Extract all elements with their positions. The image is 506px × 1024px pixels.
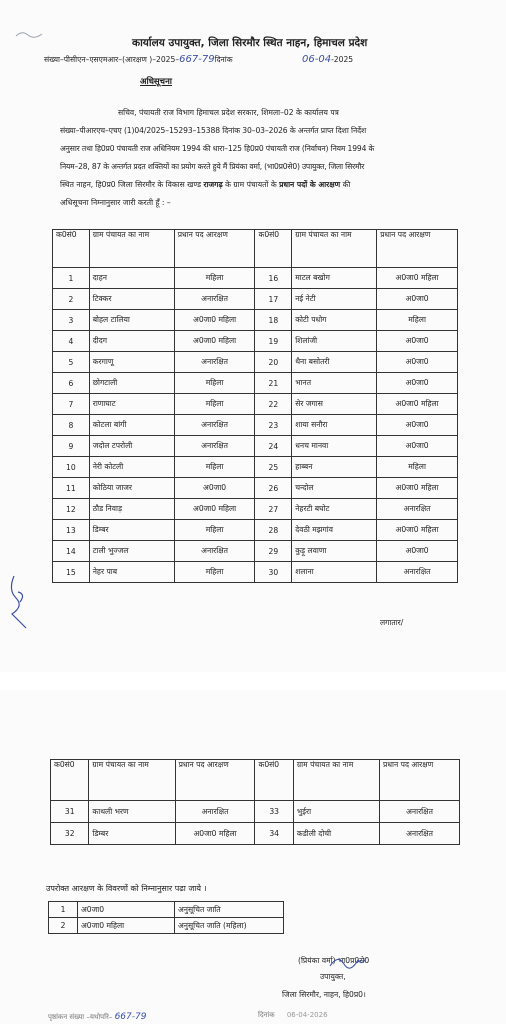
gram-panchayat-name: नेहरटी बघोट <box>292 499 377 520</box>
margin-initials-icon <box>6 572 32 632</box>
table-row <box>53 415 458 436</box>
endorsement-text: पृष्ठांकन संख्या –यथोपरि– <box>48 1013 113 1021</box>
body-line-5 <box>60 180 350 190</box>
gram-panchayat-name: माटल बखोग <box>292 268 377 289</box>
header-sno-left: क0सं0 <box>53 230 90 268</box>
row-number: 11 <box>53 478 90 499</box>
row-number: 9 <box>53 436 90 457</box>
row-number: 4 <box>53 331 90 352</box>
row-number: 17 <box>255 289 292 310</box>
gram-panchayat-name: दीदग <box>89 331 174 352</box>
legend-number: 2 <box>49 918 78 934</box>
reservation-category: महिला <box>174 394 255 415</box>
legend-table <box>48 901 284 934</box>
reference-number <box>44 54 233 65</box>
legend-number: 1 <box>49 902 78 918</box>
table-row <box>53 310 458 331</box>
reservation-table-2-body <box>51 801 460 845</box>
legend-meaning: अनुसूचित जाति <box>175 902 284 918</box>
table-row <box>51 801 460 823</box>
legend-intro: उपरोक्त आरक्षण के विवरणों को निम्नानुसार पढा जाये । <box>46 884 207 893</box>
reservation-table-2 <box>50 759 460 845</box>
notification-title: अधिसूचना <box>140 77 172 87</box>
reservation-category: महिला <box>377 457 458 478</box>
reservation-category: अ0जा0 <box>377 415 458 436</box>
t2-header-gp-right: ग्राम पंचायत का नाम <box>293 760 379 801</box>
date-label: दिनांक <box>214 55 233 64</box>
reservation-category: अ0जा0 महिला <box>174 331 255 352</box>
legend-meaning: अनुसूचित जाति (महिला) <box>175 918 284 934</box>
t2-header-res-right: प्रधान पद आरक्षण <box>380 760 460 801</box>
reservation-category: अनारक्षित <box>174 352 255 373</box>
body-line-5-part-e: की <box>342 180 351 189</box>
row-number: 5 <box>53 352 90 373</box>
row-number: 15 <box>53 562 90 583</box>
row-number: 18 <box>255 310 292 331</box>
body-line-5-part-c: के ग्राम पंचायतों के <box>225 180 277 189</box>
row-number: 19 <box>255 331 292 352</box>
gram-panchayat-name: जदोल टपरोली <box>89 436 174 457</box>
page-two <box>0 690 506 1024</box>
reservation-category: अ0जा0 महिला <box>377 268 458 289</box>
gram-panchayat-name: कडीली दोची <box>293 823 379 845</box>
gram-panchayat-name: भुईरा <box>293 801 379 823</box>
body-line-3: अनुसार तथा हि0प्र0 पंचायती राज अधिनियम 1994 की धारा–125 हि0प्र0 पंचायती राज (निर्वाचन) नियम 1994 के <box>60 144 375 153</box>
header-res-left: प्रधान पद आरक्षण <box>174 230 255 268</box>
gram-panchayat-name: कोटला बांगी <box>89 415 174 436</box>
reference-handwritten: 667-79 <box>179 54 215 65</box>
reservation-category: अ0जा0 <box>377 436 458 457</box>
row-number: 25 <box>255 457 292 478</box>
signature-name: (प्रियंका वर्मा) भा0प्र0से0 <box>298 956 370 965</box>
reservation-category: अनारक्षित <box>174 415 255 436</box>
office-title: कार्यालय उपायुक्त, जिला सिरमौर स्थित नाहन, हिमाचल प्रदेश <box>132 37 368 49</box>
table-row <box>53 478 458 499</box>
reservation-category: अ0जा0 महिला <box>175 823 255 845</box>
reservation-subject: प्रधान पदों के आरक्षण <box>279 180 341 189</box>
reservation-category: अ0जा0 <box>377 541 458 562</box>
gram-panchayat-name: धनच मानवा <box>292 436 377 457</box>
reference-prefix: संख्या–पीसीएन–एसएमआर–(आरक्षण )–2025– <box>44 55 180 64</box>
gram-panchayat-name: छोगटाली <box>89 373 174 394</box>
reference-date <box>302 54 353 65</box>
gram-panchayat-name: राणाघाट <box>89 394 174 415</box>
reservation-category: अ0जा0 महिला <box>377 520 458 541</box>
header-gp-right: ग्राम पंचायत का नाम <box>292 230 377 268</box>
row-number: 2 <box>53 289 90 310</box>
body-line-6: अधिसूचना निम्नानुसार जारी करती हूँ : – <box>60 198 171 207</box>
row-number: 8 <box>53 415 90 436</box>
row-number: 1 <box>53 268 90 289</box>
row-number: 27 <box>255 499 292 520</box>
reservation-category: अ0जा0 महिला <box>174 499 255 520</box>
reservation-category: अ0जा0 <box>377 331 458 352</box>
gram-panchayat-name: चन्दोल <box>292 478 377 499</box>
row-number: 28 <box>255 520 292 541</box>
row-number: 34 <box>255 823 293 845</box>
table-row <box>53 520 458 541</box>
table-row <box>53 289 458 310</box>
gram-panchayat-name: टाली भुज्जल <box>89 541 174 562</box>
row-number: 33 <box>255 801 293 823</box>
gram-panchayat-name: कोठिया जाजर <box>89 478 174 499</box>
table-row <box>51 823 460 845</box>
row-number: 24 <box>255 436 292 457</box>
signature-office: जिला सिरमौर, नाहन, हि0प्र0। <box>282 990 366 999</box>
reservation-category: अनारक्षित <box>377 499 458 520</box>
row-number: 30 <box>255 562 292 583</box>
endorsement-handwritten: 667-79 <box>114 1012 147 1022</box>
table-row <box>53 331 458 352</box>
date-year: -2025 <box>331 55 354 64</box>
table-row <box>53 373 458 394</box>
header-res-right: प्रधान पद आरक्षण <box>377 230 458 268</box>
row-number: 14 <box>53 541 90 562</box>
signature-designation: उपायुक्त, <box>320 972 346 981</box>
table-row <box>53 352 458 373</box>
row-number: 21 <box>255 373 292 394</box>
t2-header-sno-left: क0सं0 <box>51 760 89 801</box>
gram-panchayat-name: कुड़ू लवाणा <box>292 541 377 562</box>
reservation-category: अनारक्षित <box>380 823 460 845</box>
row-number: 22 <box>255 394 292 415</box>
reservation-category: अनारक्षित <box>174 289 255 310</box>
reservation-category: अनारक्षित <box>174 436 255 457</box>
reservation-category: अनारक्षित <box>174 541 255 562</box>
gram-panchayat-name: कोटी पधोग <box>292 310 377 331</box>
signature-icon <box>328 952 368 972</box>
row-number: 10 <box>53 457 90 478</box>
reservation-category: अनारक्षित <box>380 801 460 823</box>
reservation-table-1-body <box>53 268 458 583</box>
date-handwritten: 06-04 <box>302 54 332 65</box>
page-gap <box>0 672 506 690</box>
block-name: राजगढ़ <box>203 180 223 189</box>
reservation-category: अ0जा0 <box>377 289 458 310</box>
gram-panchayat-name: नेरी कोटली <box>89 457 174 478</box>
table-row <box>53 394 458 415</box>
row-number: 23 <box>255 415 292 436</box>
gram-panchayat-name: डिम्बर <box>89 520 174 541</box>
gram-panchayat-name: काथली भरण <box>89 801 175 823</box>
row-number: 32 <box>51 823 89 845</box>
row-number: 12 <box>53 499 90 520</box>
gram-panchayat-name: सेर जगास <box>292 394 377 415</box>
reservation-category: अ0जा0 महिला <box>377 478 458 499</box>
gram-panchayat-name: भानत <box>292 373 377 394</box>
gram-panchayat-name: डिम्बर <box>89 823 175 845</box>
table-row <box>53 457 458 478</box>
header-sno-right: क0सं0 <box>255 230 292 268</box>
t2-header-res-left: प्रधान पद आरक्षण <box>175 760 255 801</box>
margin-mark-icon <box>14 28 44 42</box>
gram-panchayat-name: नेहर पाब <box>89 562 174 583</box>
gram-panchayat-name: नई नेटी <box>292 289 377 310</box>
endorsement-line <box>48 1012 146 1022</box>
table-row <box>53 499 458 520</box>
gram-panchayat-name: हाब्बन <box>292 457 377 478</box>
row-number: 7 <box>53 394 90 415</box>
body-line-1: सचिव, पंचायती राज विभाग हिमाचल प्रदेश सरकार, शिमला–02 के कार्यालय पत्र <box>118 108 339 117</box>
table-row <box>53 541 458 562</box>
reservation-category: अनारक्षित <box>377 562 458 583</box>
row-number: 31 <box>51 801 89 823</box>
legend-table-body <box>49 902 284 934</box>
table-row <box>53 436 458 457</box>
legend-code: अ0जा0 महिला <box>78 918 175 934</box>
endorsement-date <box>258 1011 328 1020</box>
body-line-4: नियम–28, 87 के अन्तर्गत प्रदत शक्तियों का प्रयोग करते हुये मैं प्रियंका वर्मा, (भा0प्र0से0) उपायुक्त, जिला सिरमौर <box>60 162 365 171</box>
reservation-category: अ0जा0 महिला <box>377 394 458 415</box>
gram-panchayat-name: शलाना <box>292 562 377 583</box>
legend-row <box>49 918 284 934</box>
row-number: 16 <box>255 268 292 289</box>
reservation-category: महिला <box>174 373 255 394</box>
gram-panchayat-name: करगाणू <box>89 352 174 373</box>
table-row <box>53 268 458 289</box>
gram-panchayat-name: शाया सनौरा <box>292 415 377 436</box>
gram-panchayat-name: शिलांजी <box>292 331 377 352</box>
reservation-category: महिला <box>174 520 255 541</box>
gram-panchayat-name: बोहल टालिया <box>89 310 174 331</box>
t2-header-gp-left: ग्राम पंचायत का नाम <box>89 760 175 801</box>
legend-row <box>49 902 284 918</box>
gram-panchayat-name: थैना बसोतरी <box>292 352 377 373</box>
reservation-category: महिला <box>174 457 255 478</box>
body-line-2: संख्या–पीआरएच–एचए (1)04/2025–15293–15388 दिनांक 30–03–2026 के अन्तर्गत प्राप्त दिशा निर्देश <box>60 126 367 135</box>
header-gp-left: ग्राम पंचायत का नाम <box>89 230 174 268</box>
row-number: 6 <box>53 373 90 394</box>
gram-panchayat-name: टिक्कर <box>89 289 174 310</box>
endorsement-date-stamp: 06-04-2026 <box>286 1011 328 1019</box>
reservation-category: अ0जा0 <box>377 373 458 394</box>
reservation-category: अ0जा0 <box>174 478 255 499</box>
endorsement-date-label: दिनांक <box>258 1011 275 1019</box>
continued-label: लगातार/ <box>380 618 404 627</box>
row-number: 29 <box>255 541 292 562</box>
row-number: 13 <box>53 520 90 541</box>
row-number: 20 <box>255 352 292 373</box>
table-row <box>53 562 458 583</box>
reservation-category: अ0जा0 महिला <box>174 310 255 331</box>
gram-panchayat-name: ठौड निवाड़ <box>89 499 174 520</box>
reservation-category: अनारक्षित <box>175 801 255 823</box>
reservation-category: अ0जा0 <box>377 352 458 373</box>
body-line-5-part-a: स्थित नाहन, हि0प्र0 जिला सिरमौर के विकास खण्ड <box>60 180 202 189</box>
reservation-table-1 <box>52 229 458 583</box>
row-number: 26 <box>255 478 292 499</box>
gram-panchayat-name: दाहन <box>89 268 174 289</box>
gram-panchayat-name: देवठी मझगांव <box>292 520 377 541</box>
legend-code: अ0जा0 <box>78 902 175 918</box>
row-number: 3 <box>53 310 90 331</box>
t2-header-sno-right: क0सं0 <box>255 760 293 801</box>
reservation-category: महिला <box>174 562 255 583</box>
reservation-category: महिला <box>174 268 255 289</box>
reservation-category: महिला <box>377 310 458 331</box>
